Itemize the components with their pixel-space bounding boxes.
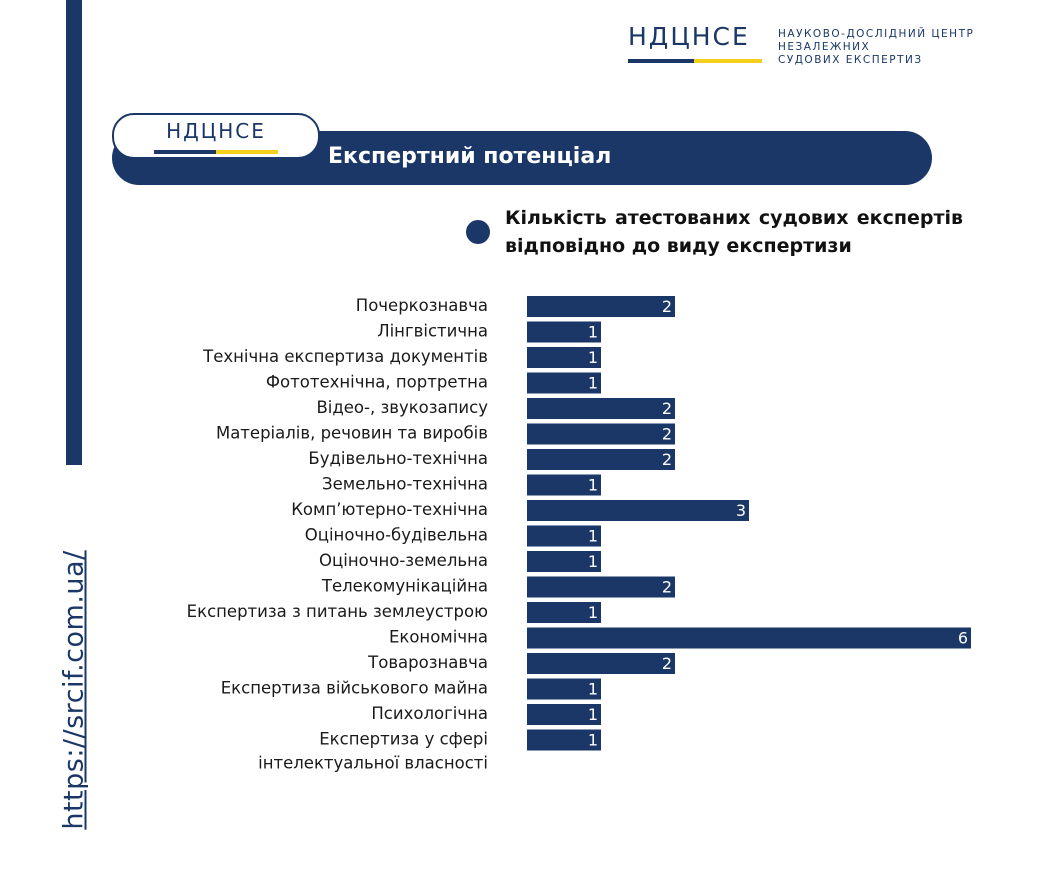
bar-value-label: 2 <box>661 654 672 673</box>
bar-value-label: 6 <box>957 628 968 648</box>
bar-value-label: 1 <box>587 526 598 546</box>
category-label: Матеріалів, речовин та виробів <box>215 423 488 443</box>
category-label: Психологічна <box>371 704 488 723</box>
bar <box>527 653 675 674</box>
bar <box>527 398 675 419</box>
category-label: Економічна <box>388 627 488 647</box>
category-label: Будівельно-технічна <box>308 449 488 468</box>
category-label: Оціночно-земельна <box>319 551 488 570</box>
category-label: Лінгвістична <box>377 321 488 341</box>
bar-value-label: 2 <box>661 297 672 316</box>
category-label: Експертиза з питань землеустрою <box>186 602 488 621</box>
category-label: Експертиза військового майна <box>220 678 488 698</box>
category-label: Телекомунікаційна <box>321 576 488 596</box>
bar <box>527 577 675 598</box>
bar <box>527 449 675 470</box>
bar <box>527 424 675 445</box>
bar <box>527 500 749 521</box>
logo-caption-line: НАУКОВО-ДОСЛІДНИЙ ЦЕНТР <box>778 28 975 40</box>
bar-value-label: 1 <box>587 705 598 724</box>
category-label: Земельно-технічна <box>322 474 488 494</box>
category-label: Технічна експертиза документів <box>203 347 488 366</box>
banner-title: Експертний потенціал <box>328 144 612 169</box>
chart-subtitle: Кількість атестованих судових експертів відповідно до виду експертизи <box>505 207 963 257</box>
bar <box>527 628 971 649</box>
bar-value-label: 1 <box>587 679 598 699</box>
category-label: Товарознавча <box>368 653 488 672</box>
badge-wordmark: НДЦНСЕ <box>166 119 266 143</box>
bar-value-label: 3 <box>735 501 746 520</box>
bar-value-label: 1 <box>587 730 598 750</box>
category-label: Почеркознавча <box>355 296 488 315</box>
bar <box>527 296 675 317</box>
logo-caption-line: НЕЗАЛЕЖНИХ <box>778 41 871 53</box>
bar-value-label: 1 <box>587 475 598 495</box>
category-label: Фототехнічна, портретна <box>265 372 488 392</box>
category-label: Оціночно-будівельна <box>304 525 488 545</box>
bar-value-label: 1 <box>587 373 598 393</box>
bar-value-label: 1 <box>587 322 598 342</box>
bar-value-label: 1 <box>587 552 598 571</box>
category-label: Комп’ютерно-технічна <box>291 500 488 519</box>
bar-value-label: 1 <box>587 348 598 367</box>
logo-caption-line: СУДОВИХ ЕКСПЕРТИЗ <box>778 54 923 66</box>
logo-wordmark: НДЦНСЕ <box>628 22 750 51</box>
bar-value-label: 2 <box>661 450 672 469</box>
site-link[interactable]: https://srcif.com.ua/ <box>58 550 90 830</box>
category-label: Відео-, звукозапису <box>316 398 488 417</box>
category-label: Експертиза у сфері інтелектуальної власності <box>258 729 488 773</box>
bar-value-label: 2 <box>661 577 672 597</box>
bar-value-label: 2 <box>661 399 672 418</box>
bar-value-label: 2 <box>661 424 672 444</box>
bar-value-label: 1 <box>587 603 598 622</box>
